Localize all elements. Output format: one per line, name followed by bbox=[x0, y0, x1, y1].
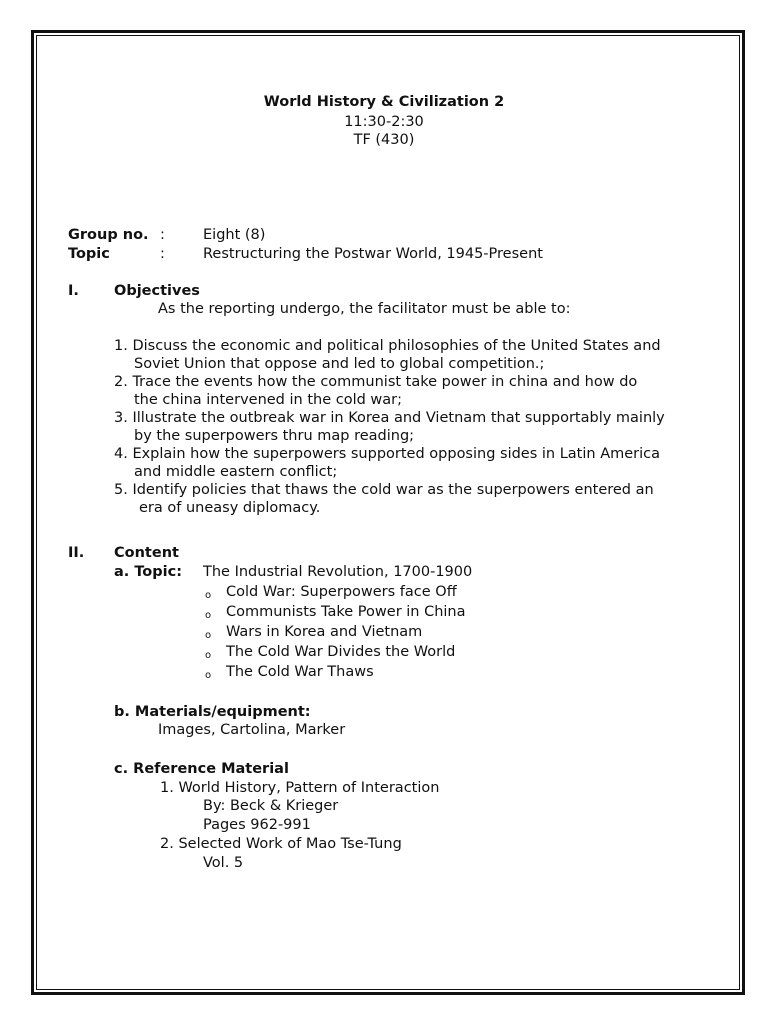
bullet-icon: o bbox=[205, 630, 212, 641]
objective-item-4-line-2: and middle eastern conflict; bbox=[134, 464, 338, 480]
materials-label: b. Materials/equipment: bbox=[114, 704, 311, 720]
subtopic-item: Cold War: Superpowers face Off bbox=[226, 584, 457, 600]
objective-item-2-line-2: the china intervened in the cold war; bbox=[134, 392, 403, 408]
content-topic-label: a. Topic: bbox=[114, 564, 183, 580]
section-title-objectives: Objectives bbox=[114, 283, 200, 299]
subtopic-item: Communists Take Power in China bbox=[226, 604, 466, 620]
objectives-intro: As the reporting undergo, the facilitator must be able to: bbox=[158, 301, 571, 317]
topic-label: Topic bbox=[68, 246, 110, 262]
objective-item-3-line-1: 3. Illustrate the outbreak war in Korea and Vietnam that supportably mainly bbox=[114, 410, 665, 426]
topic-value: Restructuring the Postwar World, 1945-Present bbox=[203, 246, 543, 262]
objective-item-4-line-1: 4. Explain how the superpowers supported opposing sides in Latin America bbox=[114, 446, 661, 462]
reference-item-2: 2. Selected Work of Mao Tse-Tung bbox=[160, 836, 402, 852]
reference-item-1-pages: Pages 962-991 bbox=[203, 817, 311, 833]
course-title: World History & Civilization 2 bbox=[263, 94, 505, 110]
bullet-icon: o bbox=[205, 610, 212, 621]
bullet-icon: o bbox=[205, 650, 212, 661]
subtopic-item: The Cold War Divides the World bbox=[226, 644, 456, 660]
reference-item-1-author: By: Beck & Krieger bbox=[203, 798, 339, 814]
objective-item-1-line-2: Soviet Union that oppose and led to global competition.; bbox=[134, 356, 545, 372]
reference-label: c. Reference Material bbox=[114, 761, 289, 777]
class-schedule: TF (430) bbox=[353, 132, 415, 148]
objective-item-5-line-1: 5. Identify policies that thaws the cold war as the superpowers entered an bbox=[114, 482, 654, 498]
materials-value: Images, Cartolina, Marker bbox=[158, 722, 346, 738]
objective-item-5-line-2: era of uneasy diplomacy. bbox=[139, 500, 321, 516]
class-time: 11:30-2:30 bbox=[344, 114, 424, 130]
section-numeral-content: II. bbox=[68, 545, 85, 561]
bullet-icon: o bbox=[205, 590, 212, 601]
section-numeral-objectives: I. bbox=[68, 283, 79, 299]
group-value: Eight (8) bbox=[203, 227, 266, 243]
group-separator: : bbox=[160, 227, 165, 243]
subtopic-item: Wars in Korea and Vietnam bbox=[226, 624, 423, 640]
reference-item-1: 1. World History, Pattern of Interaction bbox=[160, 780, 440, 796]
group-label: Group no. bbox=[68, 227, 149, 243]
bullet-icon: o bbox=[205, 670, 212, 681]
objective-item-1-line-1: 1. Discuss the economic and political philosophies of the United States and bbox=[114, 338, 661, 354]
subtopic-item: The Cold War Thaws bbox=[226, 664, 374, 680]
reference-item-2-volume: Vol. 5 bbox=[203, 855, 244, 871]
objective-item-3-line-2: by the superpowers thru map reading; bbox=[134, 428, 415, 444]
content-topic-value: The Industrial Revolution, 1700-1900 bbox=[203, 564, 473, 580]
objective-item-2-line-1: 2. Trace the events how the communist take power in china and how do bbox=[114, 374, 638, 390]
topic-separator: : bbox=[160, 246, 165, 262]
section-title-content: Content bbox=[114, 545, 179, 561]
